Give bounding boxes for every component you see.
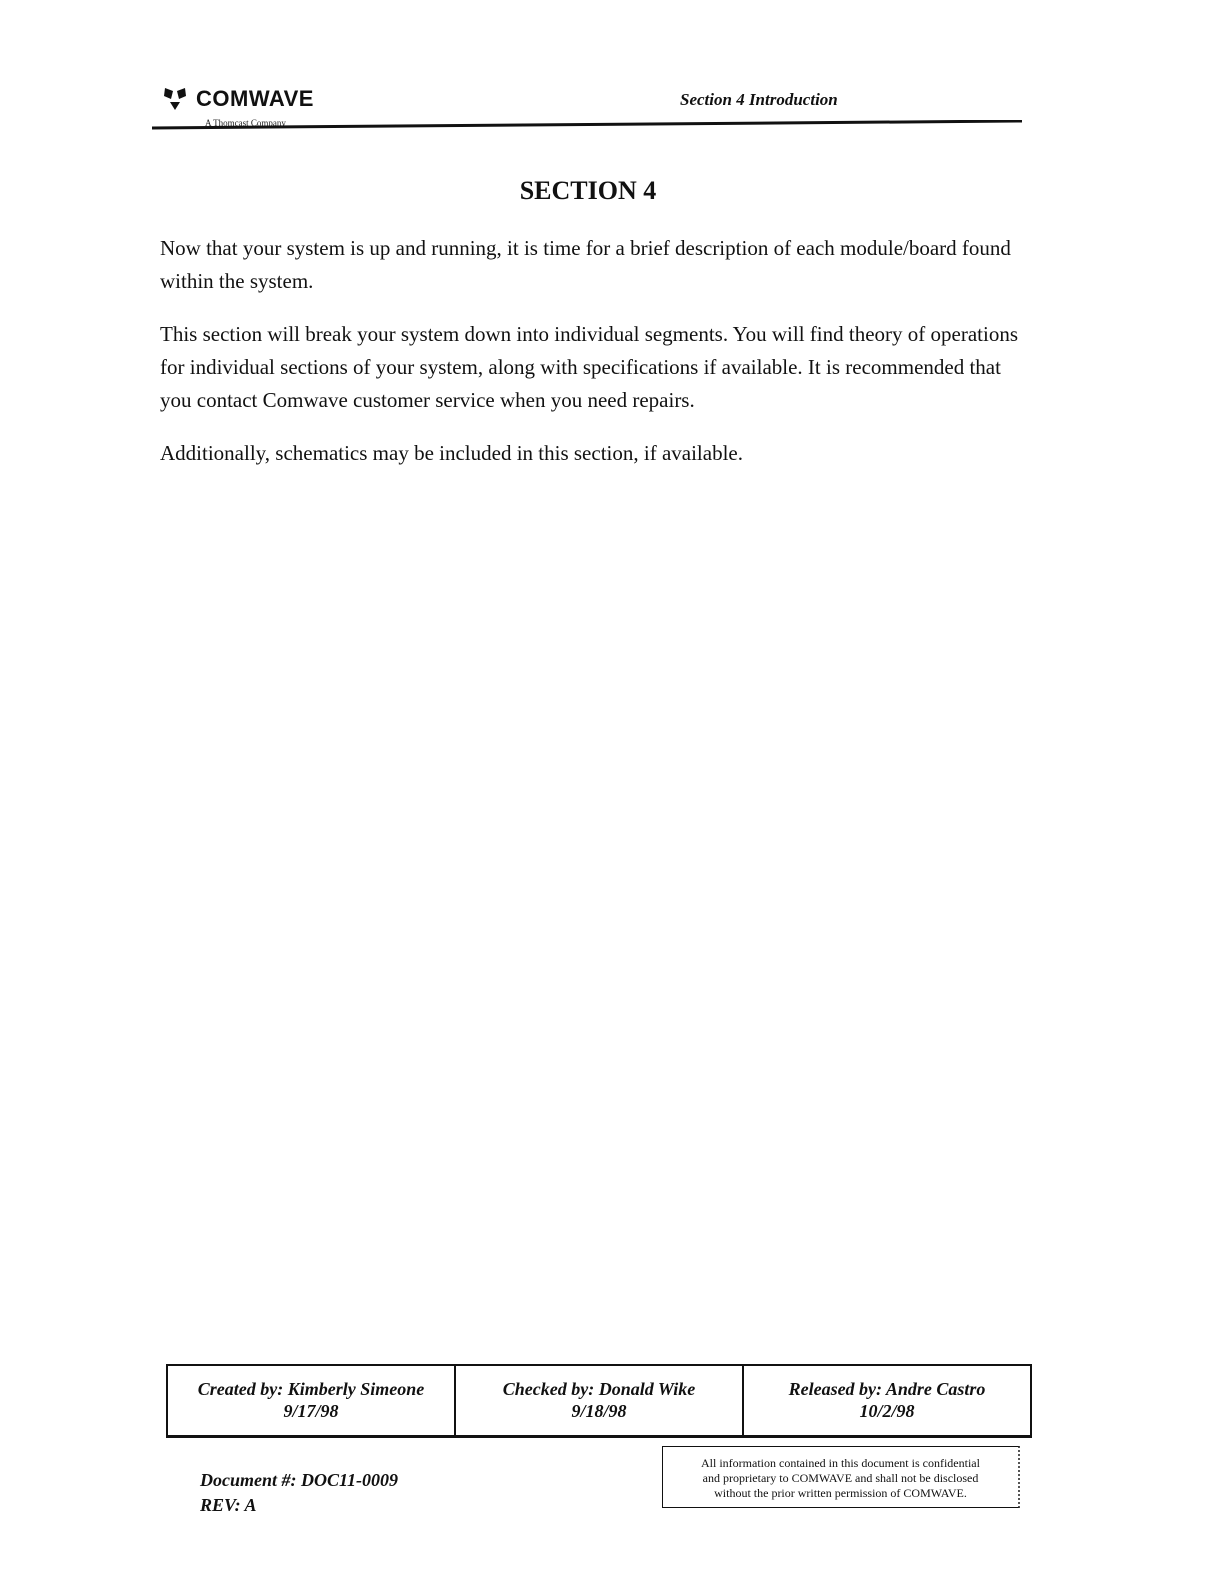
logo-text: COMWAVE xyxy=(196,86,314,111)
paragraph-segments: This section will break your system down into individual segments. You will find theory of operations for individual sections of your system, along with specifications if available. It is recommended that you contact Comwave customer service when you need repairs. xyxy=(160,322,1018,412)
created-by-label: Created by: Kimberly Simeone xyxy=(197,1379,425,1399)
released-by-label: Released by: Andre Castro xyxy=(788,1379,986,1399)
confidential-line-1: All information contained in this document is confidential xyxy=(701,1456,980,1470)
logo-tagline: A Thomcast Company xyxy=(205,118,286,128)
checked-date: 9/18/98 xyxy=(571,1401,627,1421)
document-number: Document #: DOC11-0009 xyxy=(200,1470,398,1490)
paragraph-schematics: Additionally, schematics may be included in this section, if available. xyxy=(160,441,743,465)
confidential-line-2: and proprietary to COMWAVE and shall not be disclosed xyxy=(702,1471,979,1485)
signoff-released xyxy=(742,1366,1030,1435)
confidential-line-3: without the prior written permission of COMWAVE. xyxy=(714,1486,967,1500)
header-section-title: Section 4 Introduction xyxy=(680,90,838,109)
released-date: 10/2/98 xyxy=(859,1401,915,1421)
document-revision: REV: A xyxy=(200,1495,257,1515)
section-heading: SECTION 4 xyxy=(519,176,657,205)
created-date: 9/17/98 xyxy=(283,1401,339,1421)
comwave-logo-icon xyxy=(162,86,188,112)
signoff-checked xyxy=(454,1366,742,1435)
document-info xyxy=(200,1468,398,1518)
confidentiality-notice xyxy=(662,1446,1020,1508)
signoff-table xyxy=(166,1364,1032,1438)
company-logo xyxy=(162,86,314,112)
checked-by-label: Checked by: Donald Wike xyxy=(502,1379,696,1399)
body-text xyxy=(160,232,1030,490)
paragraph-intro: Now that your system is up and running, it is time for a brief description of each module/board found within the system. xyxy=(160,236,1011,293)
signoff-created xyxy=(168,1366,454,1435)
header-rule xyxy=(152,120,1022,130)
